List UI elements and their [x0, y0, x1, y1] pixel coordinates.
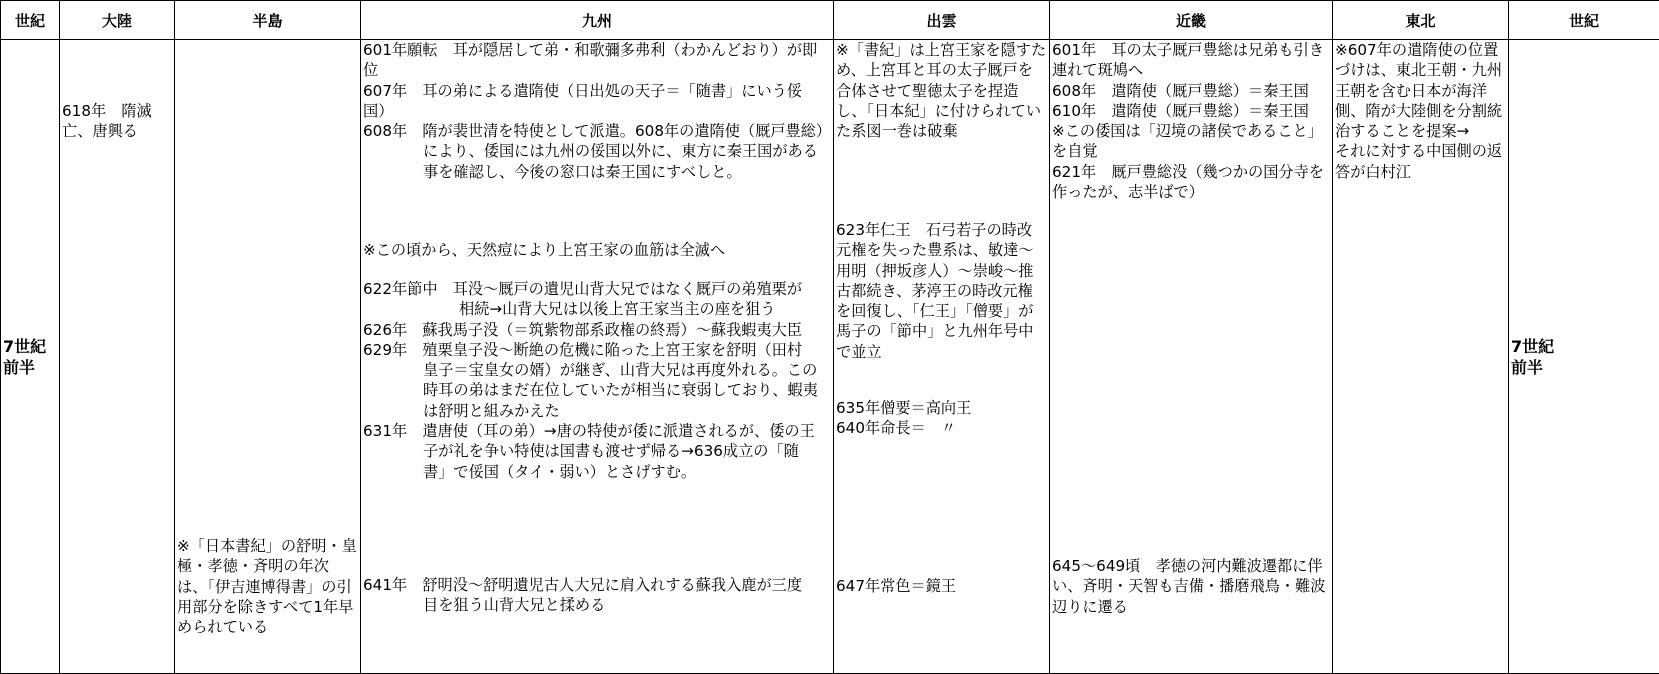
- tohoku-note: ※607年の遣隋使の位置づけは、東北王朝・九州王朝を含む日本が海洋側、隋が大陸側を分割統治することを提案→ それに対する中国側の返答が白村江: [1335, 40, 1506, 182]
- header-peninsula: 半島: [175, 1, 361, 40]
- kyushu-line: 601年願転 耳が隠居して弟・和歌彌多弗利（わかんどおり）が即位: [363, 41, 817, 79]
- century-left-cell: [1, 40, 60, 674]
- kyushu-line: 626年 蘇我馬子没（＝筑紫物部系政権の終焉）～蘇我蝦夷大臣: [363, 321, 802, 339]
- kyushu-cell: [361, 40, 834, 674]
- continent-entry: 618年 隋滅 亡、唐興る: [62, 101, 172, 142]
- header-kinki: 近畿: [1050, 1, 1333, 40]
- header-century-left: 世紀: [1, 1, 60, 40]
- header-continent: 大陸: [60, 1, 175, 40]
- kyushu-line: 622年節中 耳没～厩戸の遺児山背大兄ではなく厩戸の弟殖栗が: [363, 280, 802, 298]
- kyushu-block-4: [363, 575, 831, 616]
- kyushu-line: 書」で俀国（タイ・弱い）とさげすむ。: [363, 462, 831, 482]
- kinki-entry-645: 645～649頃 孝徳の河内難波遷都に伴い、斉明・天智も吉備・播磨飛鳥・難波辺りに遷る: [1052, 556, 1330, 617]
- izumo-entry-635: 635年僧要＝高向王 640年命長＝ 〃: [836, 398, 1047, 439]
- kyushu-line: 事を確認し、今後の窓口は秦王国にすべしと。: [363, 162, 831, 182]
- kyushu-line: 皇子＝宝皇女の婿）が継ぎ、山背大兄は再度外れる。この: [363, 360, 831, 380]
- kyushu-line: 相続→山背大兄は以後上宮王家当主の座を狙う: [363, 299, 831, 319]
- kyushu-line: 629年 殖栗皇子没～断絶の危機に陥った上宮王家を舒明（田村: [363, 341, 802, 359]
- kyushu-block-1: [363, 40, 831, 182]
- tohoku-cell: [1333, 40, 1509, 674]
- table-row: [1, 40, 1659, 674]
- header-tohoku: 東北: [1333, 1, 1509, 40]
- header-row: [1, 1, 1659, 40]
- century-label-right: 7世紀 前半: [1511, 337, 1554, 377]
- peninsula-note: ※「日本書紀」の舒明・皇極・孝徳・斉明の年次は、「伊吉連博得書」の引用部分を除きすべて1年早められている: [177, 536, 358, 637]
- kyushu-line: 時耳の弟はまだ在位していたが相当に衰弱しており、蝦夷: [363, 380, 831, 400]
- kinki-entries: 601年 耳の太子厩戸豊総は兄弟も引き連れて斑鳩へ 608年 遣隋使（厩戸豊総）＝秦王国 610年 遣隋使（厩戸豊総）＝秦王国 ※この倭国は「辺境の諸侯であること」を自覚 621年 厩戸豊総没（幾つかの国分寺を作ったが、志半ばで）: [1052, 40, 1330, 202]
- header-century-right: 世紀: [1509, 1, 1659, 40]
- century-label-left: 7世紀 前半: [3, 337, 46, 377]
- kyushu-line: 607年 耳の弟による遣隋使（日出処の天子＝「随書」にいう俀国）: [363, 82, 802, 120]
- kyushu-line: 631年 遣唐使（耳の弟）→唐の特使が倭に派遣されるが、倭の王: [363, 422, 815, 440]
- continent-cell: [60, 40, 175, 674]
- izumo-entry-623: 623年仁王 石弓若子の時改元権を失った豊系は、敏達～用明（押坂彦人）～崇峻～推古都続き、茅渟王の時改元権を回復し、「仁王」「僧要」が馬子の「節中」と九州年号中で並立: [836, 220, 1047, 362]
- kinki-cell: [1050, 40, 1333, 674]
- kyushu-line: 641年 舒明没～舒明遺児古人大兄に肩入れする蘇我入鹿が三度: [363, 576, 802, 594]
- kyushu-block-3: [363, 279, 831, 482]
- kyushu-line: により、倭国には九州の俀国以外に、東方に秦王国がある: [363, 141, 831, 161]
- izumo-cell: [834, 40, 1050, 674]
- kyushu-line: は舒明と組みかえた: [363, 401, 831, 421]
- peninsula-cell: [175, 40, 361, 674]
- kyushu-line: 子が礼を争い特使は国書も渡せず帰る→636成立の「随: [363, 441, 831, 461]
- kyushu-line: 目を狙う山背大兄と揉める: [363, 595, 831, 615]
- century-right-cell: [1509, 40, 1659, 674]
- izumo-entry-647: 647年常色＝鏡王: [836, 576, 1047, 596]
- header-kyushu: 九州: [361, 1, 834, 40]
- kyushu-line: 608年 隋が裴世清を特使として派遣。608年の遣隋使（厩戸豊総）: [363, 122, 831, 140]
- izumo-note: ※「書紀」は上宮王家を隠すため、上宮耳と耳の太子厩戸を合体させて聖徳太子を捏造し、「日本紀」に付けられていた系図一巻は破棄: [836, 40, 1047, 141]
- header-izumo: 出雲: [834, 1, 1050, 40]
- kyushu-block-2: ※この頃から、天然痘により上宮王家の血筋は全滅へ: [363, 240, 831, 260]
